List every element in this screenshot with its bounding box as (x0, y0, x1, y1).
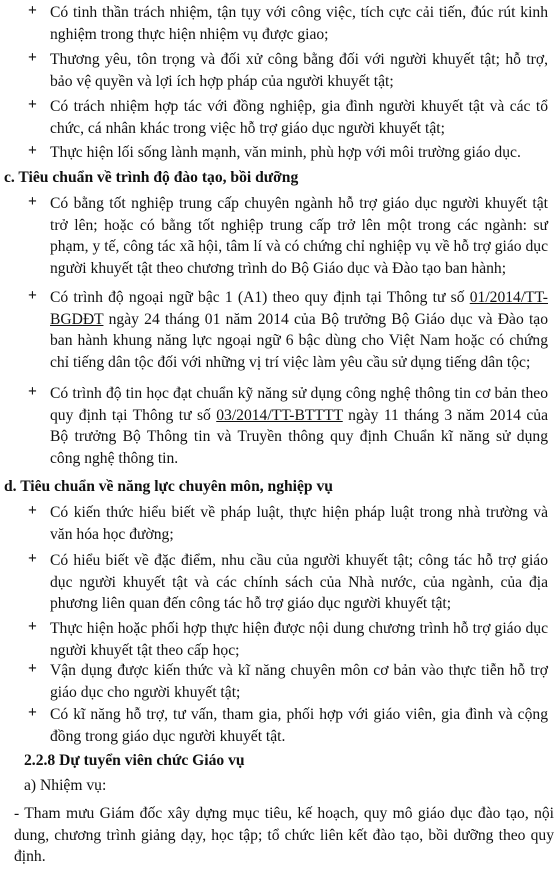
bullet-marker: + (28, 96, 37, 113)
bullet-marker: + (28, 2, 37, 19)
list-item-text: Có trách nhiệm hợp tác với đồng nghiệp, gia đình người khuyết tật và các tổ chức, cá nhân khác trong việc hỗ trợ giáo dục người khuyết tật; (50, 98, 548, 137)
circular-link[interactable]: 01/2014/TT-BGDĐT (50, 289, 548, 328)
section-heading: d. Tiêu chuẩn về năng lực chuyên môn, nghiệp vụ (4, 478, 333, 495)
bullet-marker: + (28, 502, 37, 519)
bullet-marker: + (28, 383, 37, 400)
section-heading: 2.2.8 Dự tuyển viên chức Giáo vụ (24, 752, 245, 769)
bullet-marker: + (28, 618, 37, 635)
list-item (28, 502, 548, 545)
bullet-marker: + (28, 193, 37, 210)
bullet-marker: + (28, 550, 37, 567)
list-item-text: Có trình độ ngoại ngữ bậc 1 (A1) theo quy định tại Thông tư số 01/2014/TT-BGDĐT ngày 24 tháng 01 năm 2014 của Bộ trưởng Bộ Giáo dục và Đào tạo ban hành khung năng lực ngoại ngữ 6 bậc dùng cho Việt Nam hoặc có chứng chỉ tiếng dân tộc đối với những vị trí việc làm yêu cầu sử dụng tiếng dân tộc; (50, 289, 548, 371)
list-item-text: Vận dụng được kiến thức và kĩ năng chuyên môn cơ bản vào thực tiễn hỗ trợ giáo dục cho người khuyết tật; (50, 662, 548, 701)
body-paragraph: - Tham mưu Giám đốc xây dựng mục tiêu, kế hoạch, quy mô giáo dục đào tạo, nội dung, chương trình giảng dạy, học tập; tổ chức liên kết đào tạo, bồi dưỡng theo quy định. (14, 805, 554, 865)
list-item (28, 383, 548, 469)
list-item (28, 193, 548, 279)
list-item (28, 96, 548, 139)
list-item (28, 618, 548, 661)
list-item-text: Thực hiện hoặc phối hợp thực hiện được nội dung chương trình hỗ trợ giáo dục người khuyết tật theo cấp học; (50, 620, 548, 659)
list-item (28, 704, 548, 747)
list-item-text: Có trình độ tin học đạt chuẩn kỹ năng sử dụng công nghệ thông tin cơ bản theo quy định tại Thông tư số 03/2014/TT-BTTTT ngày 11 tháng 3 năm 2014 của Bộ trưởng Bộ Thông tin và Truyền thông quy định Chuẩn kĩ năng sử dụng công nghệ thông tin. (50, 385, 549, 467)
bullet-marker: + (28, 704, 37, 721)
circular-link[interactable]: 03/2014/TT-BTTTT (216, 406, 343, 424)
list-item-text: Có tinh thần trách nhiệm, tận tụy với công việc, tích cực cải tiến, đúc rút kinh nghiệm trong thực hiện nhiệm vụ được giao; (50, 4, 548, 43)
bullet-marker: + (28, 142, 37, 159)
sub-heading: a) Nhiệm vụ: (24, 777, 107, 794)
list-item-text: Có hiểu biết về đặc điểm, nhu cầu của người khuyết tật; công tác hỗ trợ giáo dục người khuyết tật và các chính sách của Nhà nước, của ngành, của địa phương liên quan đến công tác hỗ trợ giáo dục người khuyết tật; (50, 552, 548, 612)
list-item (28, 142, 548, 164)
bullet-marker: + (28, 287, 37, 304)
list-item-text: Thương yêu, tôn trọng và đối xử công bằng đối với người khuyết tật; hỗ trợ, bảo vệ quyền và lợi ích hợp pháp của người khuyết tật; (50, 51, 548, 90)
list-item (28, 660, 548, 703)
list-item (28, 550, 548, 615)
section-heading: c. Tiêu chuẩn về trình độ đào tạo, bồi dưỡng (4, 169, 299, 186)
list-item (28, 49, 548, 92)
bullet-marker: + (28, 49, 37, 66)
list-item (28, 287, 548, 373)
list-item-text: Thực hiện lối sống lành mạnh, văn minh, phù hợp với môi trường giáo dục. (50, 144, 521, 161)
list-item (28, 2, 548, 45)
list-item-text: Có kiến thức hiểu biết về pháp luật, thực hiện pháp luật trong nhà trường và văn hóa học đường; (50, 504, 548, 543)
list-item-text: Có bằng tốt nghiệp trung cấp chuyên ngành hỗ trợ giáo dục người khuyết tật trở lên; hoặc có bằng tốt nghiệp trung cấp trở lên một trong các ngành: sư phạm, y tế, công tác xã hội, tâm lí và có chứng chỉ nghiệp vụ về hỗ trợ giáo dục người khuyết tật theo chương trình do Bộ Giáo dục và Đào tạo ban hành; (50, 195, 548, 277)
bullet-marker: + (28, 660, 37, 677)
list-item-text: Có kĩ năng hỗ trợ, tư vấn, tham gia, phối hợp với giáo viên, gia đình và cộng đồng trong giáo dục người khuyết tật. (50, 706, 548, 745)
